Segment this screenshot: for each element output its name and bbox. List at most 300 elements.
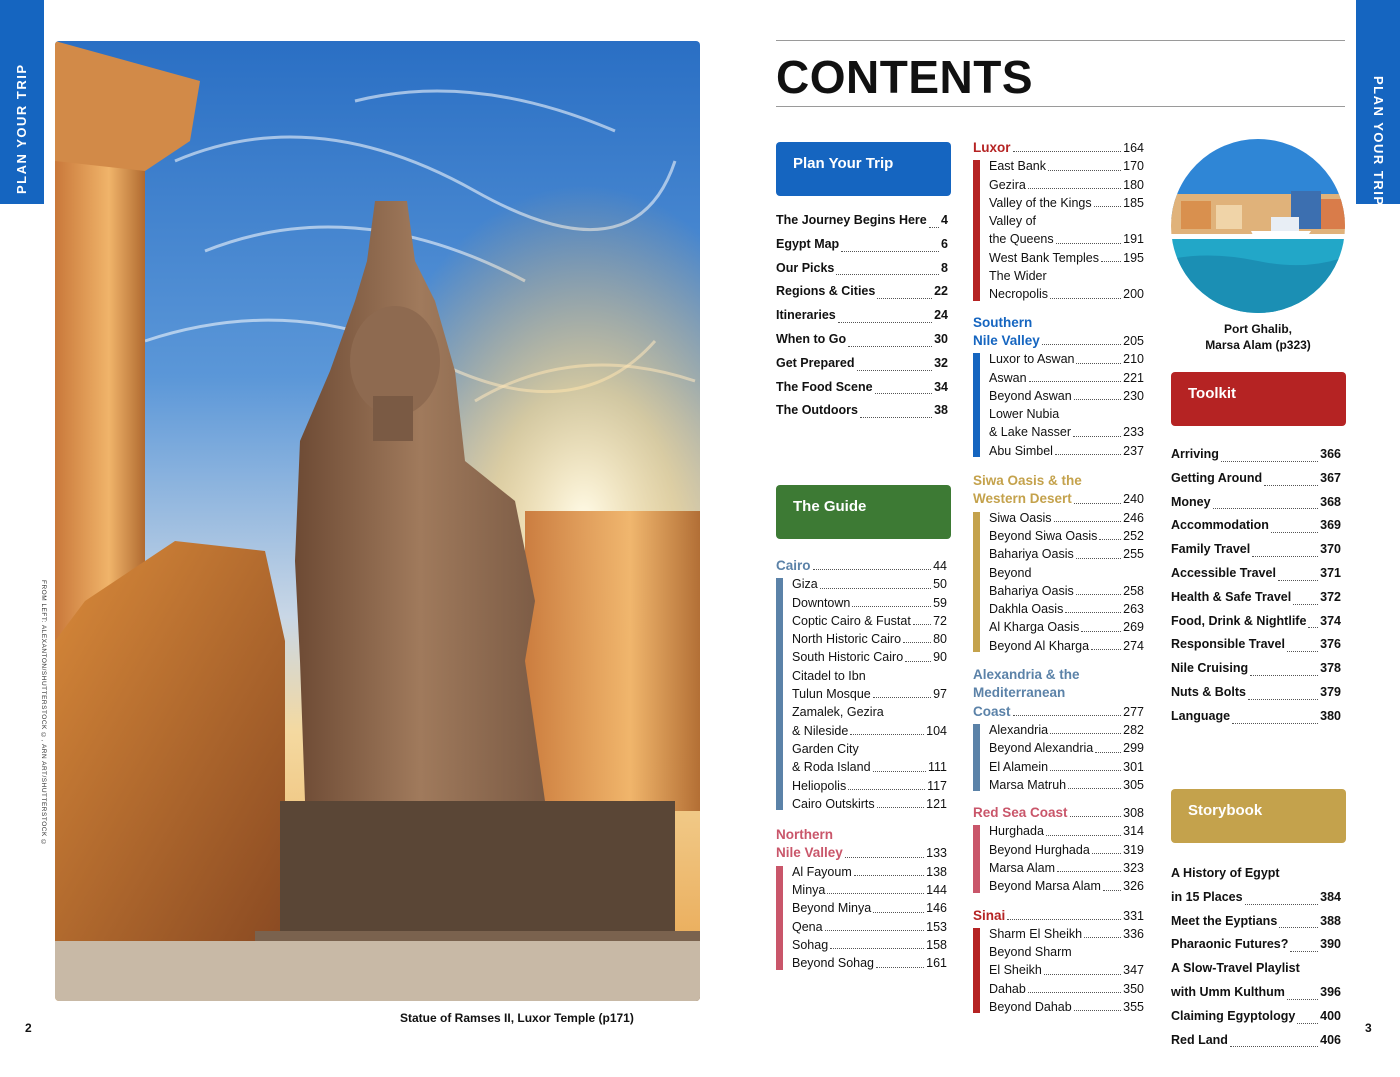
toc-entry-label: Itineraries — [776, 308, 836, 323]
toc-entry[interactable] — [1171, 443, 1341, 467]
region-section — [776, 826, 947, 972]
toc-entry[interactable] — [989, 369, 1144, 387]
toc-entry-label: Egypt Map — [776, 236, 840, 251]
toc-entry[interactable] — [792, 667, 947, 685]
region-name: Siwa Oasis & the — [973, 473, 1082, 489]
leader-dots — [929, 227, 939, 228]
region-name: Nile Valley — [776, 845, 843, 861]
ramses-statue-photo — [55, 41, 700, 1001]
toc-entry-label: Meet the Eyptians — [1171, 913, 1278, 928]
toc-entry-label: North Historic Cairo — [792, 632, 902, 647]
contents-title: CONTENTS — [776, 51, 1033, 103]
toc-entry-label: Red Land — [1171, 1032, 1228, 1047]
toc-entry-page: 263 — [1123, 602, 1144, 617]
toc-entry[interactable] — [776, 233, 948, 257]
toc-entry-label: Lower Nubia — [989, 407, 1060, 422]
toolkit-list — [1171, 443, 1341, 729]
region-section — [973, 472, 1144, 655]
toc-entry-page: 59 — [933, 595, 947, 610]
leader-dots — [1013, 151, 1122, 152]
region-section — [973, 804, 1144, 895]
region-heading[interactable] — [776, 844, 947, 862]
toc-entry-label: A History of Egypt — [1171, 866, 1280, 880]
toc-entry-label: Qena — [792, 919, 823, 934]
region-subentries — [973, 509, 1144, 655]
leader-dots — [1250, 675, 1318, 676]
toc-entry-page: 371 — [1320, 565, 1341, 580]
toc-entry[interactable] — [792, 758, 947, 776]
toc-entry[interactable] — [1171, 562, 1341, 586]
region-name: Western Desert — [973, 491, 1072, 507]
leader-dots — [1081, 631, 1121, 632]
leader-dots — [1271, 532, 1318, 533]
toc-entry-page: 406 — [1320, 1032, 1341, 1047]
toc-entry[interactable] — [792, 612, 947, 630]
toc-entry-label: & Lake Nasser — [989, 425, 1071, 440]
toc-entry-label: South Historic Cairo — [792, 650, 904, 665]
toc-entry-page: 185 — [1123, 195, 1144, 210]
toc-entry-label: Bahariya Oasis — [989, 583, 1074, 598]
toc-entry-label: Our Picks — [776, 260, 835, 275]
toc-entry-label: Responsible Travel — [1171, 637, 1285, 652]
toc-entry[interactable] — [989, 859, 1144, 877]
toc-entry-page: 366 — [1320, 447, 1341, 461]
toc-entry[interactable] — [776, 257, 948, 281]
leader-dots — [1074, 1010, 1121, 1011]
toc-entry-page: 400 — [1320, 1008, 1341, 1023]
leader-dots — [873, 912, 924, 913]
toc-entry-page: 205 — [1123, 333, 1144, 348]
leader-dots — [1230, 1046, 1318, 1047]
storybook-box — [1171, 789, 1346, 843]
toc-entry-label: Zamalek, Gezira — [792, 705, 884, 720]
leader-dots — [1293, 604, 1318, 605]
toc-entry-label: The Wider — [989, 269, 1047, 284]
toc-entry-label: Nuts & Bolts — [1171, 684, 1246, 699]
toc-entry[interactable] — [989, 739, 1144, 757]
leader-dots — [1073, 436, 1121, 437]
port-ghalib-photo — [1171, 139, 1345, 313]
toc-entry-label: Family Travel — [1171, 542, 1251, 557]
toc-entry-page: 331 — [1123, 908, 1144, 923]
toc-entry[interactable] — [1171, 981, 1341, 1005]
toc-entry[interactable] — [792, 594, 947, 612]
toc-entry[interactable] — [776, 304, 948, 328]
region-color-bar — [973, 825, 980, 892]
toc-entry-page: 146 — [926, 901, 947, 916]
region-subentries — [973, 822, 1144, 895]
toc-entry-page: 246 — [1123, 510, 1144, 525]
leader-dots — [1297, 1023, 1318, 1024]
toc-entry[interactable] — [792, 881, 947, 899]
toc-entry[interactable] — [989, 212, 1144, 230]
region-heading[interactable] — [973, 139, 1144, 157]
toc-entry-label: El Alamein — [989, 759, 1049, 774]
region-section — [973, 907, 1144, 1017]
toc-entry-label: Aswan — [989, 370, 1027, 385]
toc-entry-page: 90 — [933, 650, 947, 665]
leader-dots — [1290, 951, 1318, 952]
toc-entry-label: & Nileside — [792, 723, 849, 738]
toc-entry-label: Citadel to Ibn — [792, 668, 866, 683]
region-subentries — [776, 575, 947, 813]
toc-entry-page: 388 — [1320, 913, 1341, 928]
region-heading[interactable] — [973, 490, 1144, 508]
region-heading[interactable] — [973, 703, 1144, 721]
toc-entry-page: 347 — [1123, 963, 1144, 978]
leader-dots — [1264, 485, 1318, 486]
toc-entry-page: 6 — [941, 236, 948, 251]
region-subentries — [973, 350, 1144, 460]
region-color-bar — [973, 928, 980, 1013]
toc-entry-page: 258 — [1123, 583, 1144, 598]
region-heading[interactable] — [973, 907, 1144, 925]
guide-list-column-2 — [973, 139, 1144, 1016]
leader-dots — [1278, 580, 1318, 581]
region-heading-line — [973, 684, 1144, 702]
toc-entry[interactable] — [1171, 957, 1341, 981]
toc-entry-label: Getting Around — [1171, 470, 1263, 485]
toc-entry-label: Dahab — [989, 981, 1026, 996]
toc-entry-label: Marsa Alam — [989, 860, 1055, 875]
toc-entry-label: Luxor to Aswan — [989, 352, 1075, 367]
toc-entry[interactable] — [989, 194, 1144, 212]
toc-entry-label: The Journey Begins Here — [776, 213, 927, 227]
toc-entry-page: 111 — [927, 760, 947, 775]
toc-entry[interactable] — [1171, 610, 1341, 634]
toc-entry-page: 277 — [1123, 704, 1144, 719]
toc-entry-label: Hurghada — [989, 824, 1044, 839]
toc-entry[interactable] — [792, 936, 947, 954]
toc-entry-page: 323 — [1123, 860, 1144, 875]
toc-entry-page: 336 — [1123, 926, 1144, 941]
leader-dots — [852, 606, 931, 607]
toc-entry[interactable] — [989, 980, 1144, 998]
toc-entry-page: 350 — [1123, 981, 1144, 996]
leader-dots — [1007, 919, 1121, 920]
toc-entry-page: 170 — [1123, 159, 1144, 174]
toc-entry-page: 22 — [934, 284, 948, 299]
leader-dots — [1076, 558, 1121, 559]
leader-dots — [848, 789, 925, 790]
region-heading-line — [973, 314, 1144, 332]
leader-dots — [1094, 206, 1122, 207]
toc-entry-page: 200 — [1123, 287, 1144, 302]
toc-entry[interactable] — [989, 582, 1144, 600]
toc-entry[interactable] — [989, 176, 1144, 194]
toc-entry[interactable] — [989, 267, 1144, 285]
toc-entry-page: 158 — [926, 937, 947, 952]
storybook-label: Storybook — [1188, 802, 1263, 819]
leader-dots — [1065, 612, 1121, 613]
toc-entry[interactable] — [792, 954, 947, 972]
toc-entry-label: Al Fayoum — [792, 864, 852, 879]
toc-entry-label: The Outdoors — [776, 403, 858, 418]
toc-entry[interactable] — [989, 822, 1144, 840]
toc-entry[interactable] — [792, 740, 947, 758]
toc-entry-label: Cairo Outskirts — [792, 796, 875, 811]
toc-entry[interactable] — [792, 722, 947, 740]
leader-dots — [873, 771, 926, 772]
toc-entry[interactable] — [1171, 862, 1341, 886]
photo-caption: Statue of Ramses II, Luxor Temple (p171) — [400, 1011, 634, 1025]
toc-entry-label: Beyond Hurghada — [989, 842, 1090, 857]
toc-entry[interactable] — [989, 509, 1144, 527]
toc-entry-label: Heliopolis — [792, 778, 847, 793]
toc-entry[interactable] — [989, 961, 1144, 979]
toc-entry-page: 374 — [1320, 613, 1341, 628]
toc-entry[interactable] — [792, 777, 947, 795]
toc-entry-label: Beyond Sharm — [989, 945, 1072, 960]
region-heading[interactable] — [776, 557, 947, 575]
toc-entry[interactable] — [1171, 910, 1341, 934]
leader-dots — [1076, 594, 1121, 595]
toc-entry[interactable] — [989, 618, 1144, 636]
toc-entry[interactable] — [1171, 1005, 1341, 1029]
toc-entry[interactable] — [989, 877, 1144, 895]
leader-dots — [903, 642, 931, 643]
toc-entry-label: Minya — [792, 883, 826, 898]
leader-dots — [877, 298, 932, 299]
region-name: Sinai — [973, 907, 1006, 923]
toc-entry[interactable] — [989, 758, 1144, 776]
toc-entry[interactable] — [792, 899, 947, 917]
toc-entry[interactable] — [989, 350, 1144, 368]
toc-entry[interactable] — [792, 630, 947, 648]
toc-entry[interactable] — [1171, 514, 1341, 538]
toc-entry[interactable] — [989, 721, 1144, 739]
toc-entry-page: 379 — [1320, 684, 1341, 699]
leader-dots — [1013, 715, 1122, 716]
storybook-list — [1171, 862, 1341, 1052]
toc-entry[interactable] — [989, 405, 1144, 423]
region-heading[interactable] — [973, 804, 1144, 822]
toc-entry[interactable] — [1171, 886, 1341, 910]
toc-entry-page: 195 — [1123, 250, 1144, 265]
toc-entry[interactable] — [989, 776, 1144, 794]
toc-entry-label: in 15 Places — [1171, 889, 1243, 904]
toc-entry-label: Beyond Dahab — [989, 1000, 1072, 1015]
toc-entry-page: 133 — [926, 846, 947, 861]
toc-entry-page: 370 — [1320, 542, 1341, 557]
toc-entry-page: 368 — [1320, 494, 1341, 509]
toc-entry[interactable] — [989, 637, 1144, 655]
toc-entry[interactable] — [792, 685, 947, 703]
toc-entry[interactable] — [1171, 681, 1341, 705]
leader-dots — [1248, 699, 1318, 700]
toc-entry[interactable] — [776, 376, 948, 400]
region-heading-line — [973, 472, 1144, 490]
toc-entry-label: Beyond Aswan — [989, 388, 1072, 403]
toc-entry[interactable] — [989, 943, 1144, 961]
toc-entry-page: 376 — [1320, 637, 1341, 652]
region-subentries — [776, 863, 947, 973]
the-guide-label: The Guide — [793, 498, 867, 515]
toc-entry-label: A Slow-Travel Playlist — [1171, 961, 1300, 976]
leader-dots — [1099, 539, 1121, 540]
toc-entry-label: Beyond Al Kharga — [989, 638, 1090, 653]
leader-dots — [1029, 381, 1122, 382]
toc-entry[interactable] — [776, 328, 948, 352]
leader-dots — [905, 661, 931, 662]
toc-entry-page: 252 — [1123, 528, 1144, 543]
toc-entry-label: Alexandria — [989, 722, 1049, 737]
toc-entry-label: Bahariya Oasis — [989, 547, 1074, 562]
region-color-bar — [973, 353, 980, 457]
toc-entry-page: 38 — [934, 403, 948, 418]
leader-dots — [1048, 170, 1121, 171]
toc-entry[interactable] — [776, 399, 948, 423]
toc-entry-label: Beyond Minya — [792, 901, 872, 916]
toc-entry-page: 378 — [1320, 661, 1341, 676]
toc-entry-label: Siwa Oasis — [989, 510, 1052, 525]
toc-entry-page: 97 — [933, 687, 947, 702]
toc-entry-page: 367 — [1320, 470, 1341, 485]
toc-entry-label: Language — [1171, 708, 1231, 723]
toc-entry[interactable] — [1171, 491, 1341, 515]
toc-entry-page: 390 — [1320, 937, 1341, 952]
leader-dots — [1074, 503, 1121, 504]
leader-dots — [850, 734, 924, 735]
leader-dots — [1050, 298, 1121, 299]
inset-caption-line: Marsa Alam (p323) — [1205, 337, 1311, 352]
toc-entry-page: 164 — [1123, 141, 1144, 155]
leader-dots — [836, 274, 939, 275]
toc-entry[interactable] — [792, 648, 947, 666]
toc-entry[interactable] — [989, 600, 1144, 618]
leader-dots — [1287, 999, 1318, 1000]
toc-entry[interactable] — [1171, 657, 1341, 681]
toc-entry-label: Accommodation — [1171, 518, 1269, 533]
toc-entry-page: 240 — [1123, 492, 1144, 507]
section-tab-right — [1356, 0, 1400, 207]
leader-dots — [1095, 752, 1121, 753]
toc-entry-label: Claiming Egyptology — [1171, 1008, 1296, 1023]
toc-entry[interactable] — [1171, 633, 1341, 657]
toc-entry[interactable] — [989, 527, 1144, 545]
section-tab-left — [0, 0, 44, 204]
toc-entry-page: 237 — [1123, 443, 1144, 458]
leader-dots — [1084, 937, 1121, 938]
region-heading[interactable] — [973, 332, 1144, 350]
photo-credit: FROM LEFT: ALEXANTON/SHUTTERSTOCK ©, ARN ART/SHUTTERSTOCK © — [40, 580, 47, 847]
toc-entry[interactable] — [989, 249, 1144, 267]
region-color-bar — [776, 578, 783, 810]
toc-entry[interactable] — [792, 863, 947, 881]
region-heading-line — [973, 666, 1144, 684]
toc-entry[interactable] — [989, 925, 1144, 943]
toc-entry[interactable] — [1171, 586, 1341, 610]
toc-entry[interactable] — [776, 352, 948, 376]
section-tab-label: PLAN YOUR TRIP — [1371, 76, 1386, 207]
leader-dots — [1076, 363, 1121, 364]
toc-entry-page: 24 — [934, 308, 948, 323]
toc-entry-page: 372 — [1320, 589, 1341, 604]
toc-entry[interactable] — [792, 703, 947, 721]
toc-entry[interactable] — [989, 387, 1144, 405]
toc-entry[interactable] — [792, 795, 947, 813]
region-name: Southern — [973, 314, 1033, 330]
region-color-bar — [973, 512, 980, 652]
leader-dots — [827, 893, 924, 894]
toc-entry-label: Beyond Marsa Alam — [989, 879, 1101, 894]
toc-entry[interactable] — [989, 545, 1144, 563]
toc-entry-label: Al Kharga Oasis — [989, 620, 1080, 635]
toc-entry[interactable] — [989, 157, 1144, 175]
leader-dots — [848, 346, 932, 347]
toc-entry[interactable] — [792, 575, 947, 593]
toc-entry-page: 144 — [926, 883, 947, 898]
toc-entry-label: with Umm Kulthum — [1171, 984, 1285, 999]
leader-dots — [1028, 188, 1121, 189]
section-tab-label: PLAN YOUR TRIP — [14, 63, 29, 194]
leader-dots — [1046, 835, 1121, 836]
toc-entry-page: 117 — [927, 778, 947, 793]
toc-entry-label: Marsa Matruh — [989, 777, 1067, 792]
toc-entry-label: Beyond Sohag — [792, 956, 875, 971]
leader-dots — [845, 857, 924, 858]
region-name: Coast — [973, 703, 1011, 719]
toc-entry-label: Health & Safe Travel — [1171, 589, 1292, 604]
toc-entry-page: 230 — [1123, 388, 1144, 403]
toc-entry-label: West Bank Temples — [989, 250, 1100, 265]
toc-entry[interactable] — [989, 998, 1144, 1016]
toc-entry-page: 153 — [926, 919, 947, 934]
toc-entry-page: 180 — [1123, 177, 1144, 192]
leader-dots — [913, 624, 931, 625]
toolkit-label: Toolkit — [1188, 385, 1237, 402]
toc-entry[interactable] — [776, 280, 948, 304]
toc-entry-label: Dakhla Oasis — [989, 602, 1064, 617]
leader-dots — [825, 930, 925, 931]
leader-dots — [1232, 723, 1318, 724]
toc-entry[interactable] — [1171, 933, 1341, 957]
toc-entry-label: Sharm El Sheikh — [989, 926, 1083, 941]
toc-entry[interactable] — [1171, 467, 1341, 491]
plan-your-trip-label: Plan Your Trip — [793, 155, 894, 172]
toc-entry-page: 355 — [1123, 1000, 1144, 1015]
toc-entry-page: 72 — [933, 613, 947, 628]
toc-entry[interactable] — [989, 564, 1144, 582]
region-color-bar — [973, 724, 980, 791]
toc-entry[interactable] — [989, 285, 1144, 303]
toc-entry[interactable] — [792, 918, 947, 936]
toc-entry[interactable] — [776, 209, 948, 233]
region-subentries — [973, 157, 1144, 303]
leader-dots — [1050, 733, 1121, 734]
toc-entry-label: Gezira — [989, 177, 1026, 192]
toc-entry-label: The Food Scene — [776, 379, 873, 394]
toc-entry-page: 104 — [926, 723, 947, 738]
toc-entry-label: Arriving — [1171, 447, 1219, 461]
toc-entry[interactable] — [989, 841, 1144, 859]
toc-entry-page: 210 — [1123, 352, 1144, 367]
region-color-bar — [776, 866, 783, 970]
toc-entry[interactable] — [1171, 538, 1341, 562]
leader-dots — [813, 569, 932, 570]
toc-entry[interactable] — [989, 230, 1144, 248]
toc-entry-page: 161 — [926, 956, 947, 971]
toc-entry-page: 369 — [1320, 518, 1341, 533]
toc-entry-page: 384 — [1320, 889, 1341, 904]
toc-entry[interactable] — [1171, 1029, 1341, 1053]
toc-entry-page: 44 — [933, 559, 947, 573]
toc-entry[interactable] — [989, 442, 1144, 460]
toc-entry[interactable] — [989, 423, 1144, 441]
toc-entry-page: 191 — [1123, 232, 1144, 247]
toc-entry[interactable] — [1171, 705, 1341, 729]
toc-entry-page: 138 — [926, 864, 947, 879]
